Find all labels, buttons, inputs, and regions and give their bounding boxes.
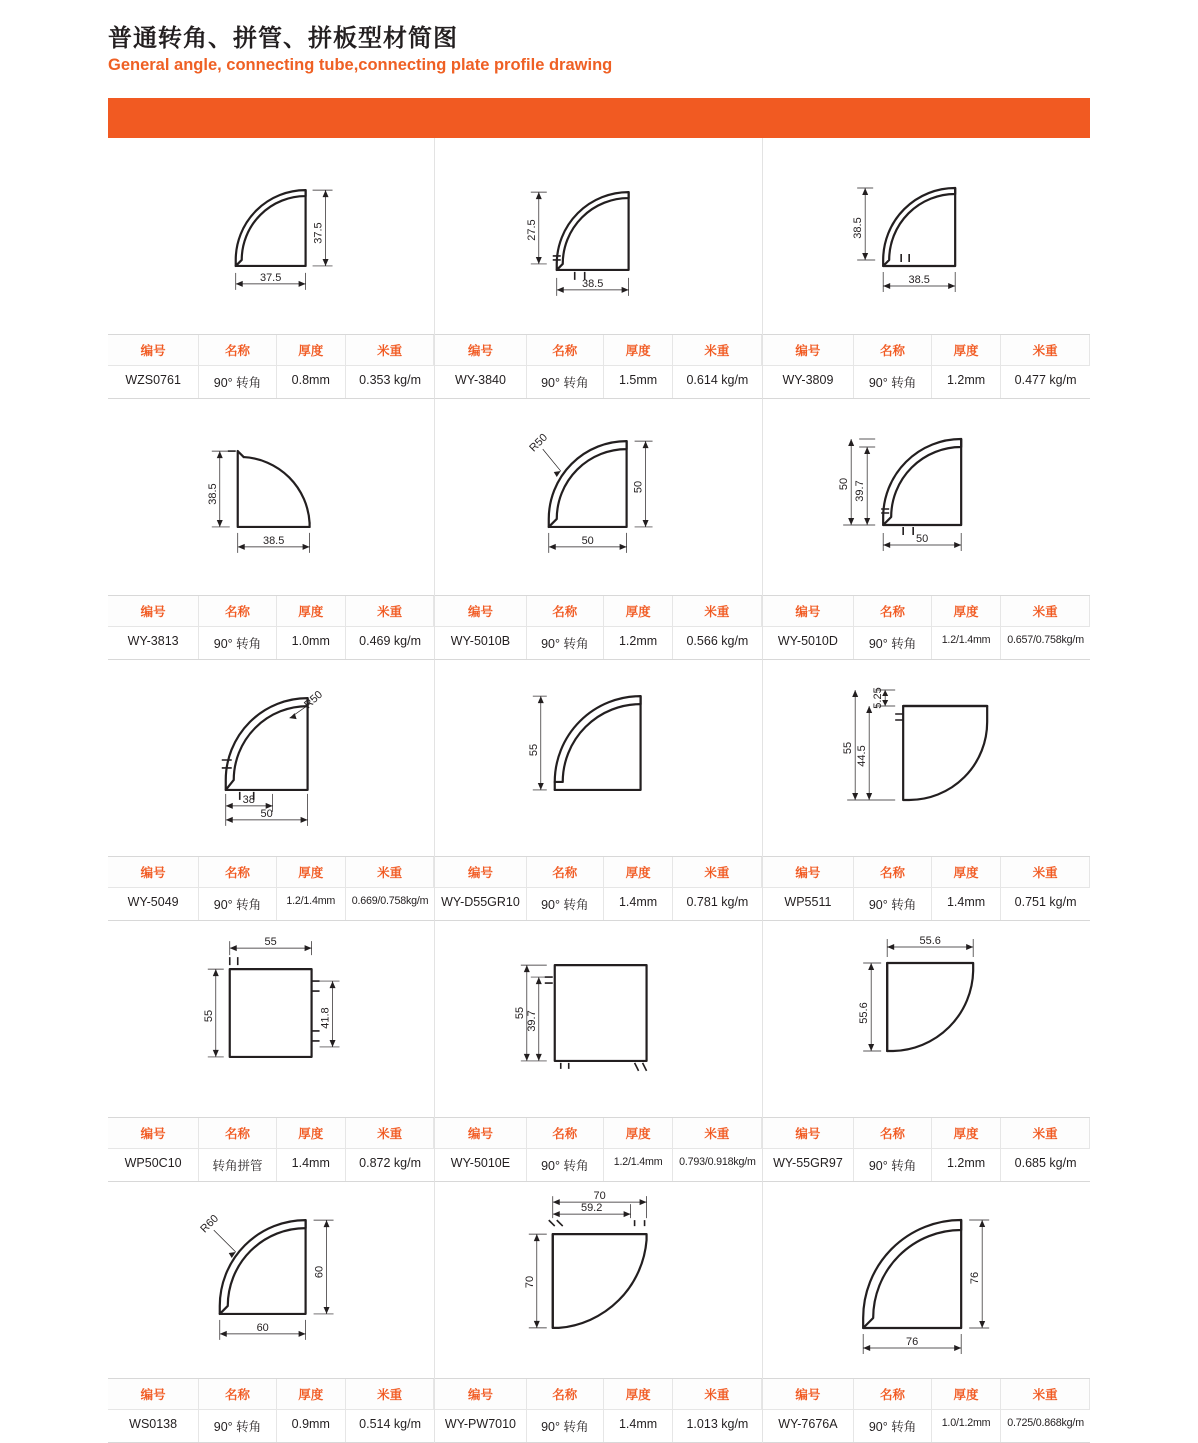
spec-value-weight: 0.793/0.918kg/m — [679, 1156, 756, 1168]
dim-label: 50 — [581, 534, 595, 547]
spec-header-code: 编号 — [763, 596, 855, 627]
spec-value-weight: 1.013 kg/m — [686, 1417, 749, 1431]
spec-header-name: 名称 — [527, 1379, 604, 1410]
spec-header-name: 名称 — [527, 1118, 604, 1149]
spec-table — [435, 1378, 761, 1442]
spec-value-weight: 0.657/0.758kg/m — [1007, 634, 1084, 646]
spec-header-code: 编号 — [108, 1379, 199, 1410]
spec-value-code: WY-7676A — [763, 1410, 855, 1442]
spec-header-thickness: 厚度 — [277, 1118, 346, 1149]
spec-value-thickness: 1.4mm — [604, 1410, 673, 1442]
profile-drawing — [763, 1182, 1090, 1378]
spec-header-code: 编号 — [108, 596, 199, 627]
spec-header-name: 名称 — [854, 1379, 932, 1410]
profile-drawing — [763, 399, 1090, 595]
dim-label: R60 — [198, 1212, 222, 1236]
spec-value-code: WZS0761 — [108, 366, 199, 398]
spec-value-thickness: 1.2/1.4mm — [932, 627, 1001, 659]
profile-drawing — [435, 138, 761, 334]
spec-header-thickness: 厚度 — [932, 857, 1001, 888]
dim-label: 39.7 — [853, 480, 866, 502]
dim-label: 38.5 — [908, 274, 930, 286]
spec-header-weight: 米重 — [673, 1379, 762, 1410]
spec-value-name: 90° 转角 — [854, 366, 932, 398]
spec-header-name: 名称 — [854, 1118, 932, 1149]
dim-label: 50 — [837, 477, 850, 491]
spec-header-weight: 米重 — [673, 857, 762, 888]
spec-table — [108, 334, 434, 398]
profile-card — [108, 138, 435, 399]
spec-value-name: 90° 转角 — [527, 888, 604, 920]
dim-label: 76 — [905, 1336, 918, 1348]
spec-header-thickness: 厚度 — [604, 335, 673, 366]
spec-header-thickness: 厚度 — [604, 857, 673, 888]
spec-value-thickness: 0.9mm — [277, 1410, 346, 1442]
dim-label: 41.8 — [319, 1007, 332, 1029]
spec-header-name: 名称 — [854, 335, 932, 366]
spec-header-weight: 米重 — [1001, 857, 1090, 888]
dim-label: 37.5 — [259, 271, 282, 284]
spec-value-thickness: 1.4mm — [277, 1149, 346, 1181]
spec-header-code: 编号 — [763, 857, 855, 888]
spec-value-thickness: 1.0mm — [277, 627, 346, 659]
dim-label: 60 — [313, 1265, 326, 1279]
profile-card — [763, 138, 1090, 399]
spec-value-code: WY-3840 — [435, 366, 526, 398]
spec-value-weight: 0.669/0.758kg/m — [351, 895, 429, 907]
profile-card — [435, 1182, 762, 1443]
spec-value-code: WY-5049 — [108, 888, 199, 920]
spec-header-thickness: 厚度 — [932, 596, 1001, 627]
spec-table — [763, 595, 1090, 659]
spec-header-code: 编号 — [108, 857, 199, 888]
spec-value-name: 90° 转角 — [527, 1149, 604, 1181]
spec-header-name: 名称 — [199, 596, 276, 627]
dim-label: 38.5 — [582, 277, 604, 290]
spec-value-name: 90° 转角 — [854, 1410, 932, 1442]
profile-card — [763, 921, 1090, 1182]
profile-drawing — [108, 399, 434, 595]
spec-value-thickness: 1.4mm — [932, 888, 1001, 920]
dim-label: 44.5 — [855, 745, 868, 767]
spec-value-code: WY-5010E — [435, 1149, 526, 1181]
spec-table — [435, 1117, 761, 1181]
dim-label: 38 — [242, 793, 255, 806]
profile-drawing — [763, 138, 1090, 334]
spec-header-name: 名称 — [527, 857, 604, 888]
spec-value-weight: 0.469 kg/m — [359, 634, 421, 648]
dim-label: 39.7 — [526, 1010, 539, 1032]
spec-header-weight: 米重 — [1001, 1379, 1090, 1410]
spec-table — [108, 856, 434, 920]
spec-header-thickness: 厚度 — [604, 596, 673, 627]
spec-header-name: 名称 — [199, 857, 276, 888]
dim-label: 27.5 — [526, 219, 539, 241]
spec-table — [435, 856, 761, 920]
dim-label: 50 — [260, 807, 273, 820]
spec-header-thickness: 厚度 — [277, 1379, 346, 1410]
spec-table — [108, 1117, 434, 1181]
dim-label: 76 — [968, 1271, 981, 1285]
spec-table — [108, 595, 434, 659]
spec-header-weight: 米重 — [346, 335, 435, 366]
spec-header-weight: 米重 — [346, 596, 435, 627]
dim-label: 50 — [632, 480, 645, 494]
spec-value-code: WY-5010B — [435, 627, 526, 659]
profile-drawing — [108, 660, 434, 856]
spec-header-code: 编号 — [435, 1379, 526, 1410]
spec-value-thickness: 0.8mm — [277, 366, 346, 398]
page-title-en: General angle, connecting tube,connecting plate profile drawing — [108, 56, 613, 74]
spec-header-name: 名称 — [527, 335, 604, 366]
dim-label: R50 — [527, 431, 551, 455]
spec-value-code: WY-PW7010 — [435, 1410, 526, 1442]
spec-value-name: 90° 转角 — [199, 627, 276, 659]
spec-value-name: 90° 转角 — [527, 627, 604, 659]
profile-card — [435, 921, 762, 1182]
spec-header-weight: 米重 — [1001, 596, 1090, 627]
spec-value-name: 90° 转角 — [854, 1149, 932, 1181]
spec-value-thickness: 1.2/1.4mm — [604, 1149, 673, 1181]
spec-header-code: 编号 — [108, 335, 199, 366]
spec-header-thickness: 厚度 — [932, 1379, 1001, 1410]
spec-value-name: 90° 转角 — [854, 627, 932, 659]
profile-drawing — [435, 660, 761, 856]
spec-value-weight: 0.751 kg/m — [1014, 895, 1077, 909]
profile-drawing — [108, 1182, 434, 1378]
spec-table — [435, 334, 761, 398]
profile-card — [108, 921, 435, 1182]
spec-header-thickness: 厚度 — [277, 857, 346, 888]
spec-table — [108, 1378, 434, 1442]
spec-header-weight: 米重 — [673, 1118, 762, 1149]
profile-grid — [108, 138, 1090, 1443]
spec-value-code: WP50C10 — [108, 1149, 199, 1181]
spec-value-thickness: 1.2mm — [932, 366, 1001, 398]
dim-label: 38.5 — [851, 217, 864, 239]
spec-table — [763, 1378, 1090, 1442]
spec-header-name: 名称 — [854, 857, 932, 888]
dim-label: 55 — [514, 1006, 527, 1020]
spec-header-name: 名称 — [854, 596, 932, 627]
spec-value-code: WY-5010D — [763, 627, 855, 659]
spec-value-code: WY-D55GR10 — [435, 888, 526, 920]
spec-value-thickness: 1.4mm — [604, 888, 673, 920]
spec-header-weight: 米重 — [346, 1379, 435, 1410]
spec-header-code: 编号 — [435, 857, 526, 888]
spec-header-name: 名称 — [527, 596, 604, 627]
spec-header-weight: 米重 — [673, 335, 762, 366]
spec-value-name: 90° 转角 — [199, 888, 276, 920]
spec-header-weight: 米重 — [346, 857, 435, 888]
dim-label: 50 — [915, 533, 928, 545]
dim-label: 59.2 — [581, 1202, 603, 1215]
spec-header-name: 名称 — [199, 335, 276, 366]
profile-drawing — [435, 921, 761, 1117]
spec-header-code: 编号 — [435, 1118, 526, 1149]
spec-header-code: 编号 — [763, 335, 855, 366]
spec-header-code: 编号 — [763, 1118, 855, 1149]
profile-card — [108, 660, 435, 921]
spec-value-code: WP5511 — [763, 888, 855, 920]
spec-header-weight: 米重 — [673, 596, 762, 627]
profile-card — [108, 399, 435, 660]
dim-label: 55 — [202, 1009, 215, 1023]
spec-table — [763, 1117, 1090, 1181]
dim-label: 38.5 — [206, 483, 219, 505]
spec-header-thickness: 厚度 — [932, 335, 1001, 366]
spec-header-thickness: 厚度 — [604, 1118, 673, 1149]
spec-value-thickness: 1.2/1.4mm — [277, 888, 346, 920]
spec-header-code: 编号 — [763, 1379, 855, 1410]
spec-header-name: 名称 — [199, 1379, 276, 1410]
dim-label: 55 — [528, 743, 541, 757]
profile-card — [763, 399, 1090, 660]
dim-label: 55 — [841, 741, 854, 755]
dim-label: 37.5 — [312, 222, 325, 244]
profile-drawing — [763, 921, 1090, 1117]
spec-value-name: 90° 转角 — [854, 888, 932, 920]
spec-value-name: 90° 转角 — [527, 366, 604, 398]
spec-value-weight: 0.685 kg/m — [1014, 1156, 1077, 1170]
profile-card — [763, 1182, 1090, 1443]
spec-value-thickness: 1.2mm — [932, 1149, 1001, 1181]
spec-header-code: 编号 — [108, 1118, 199, 1149]
spec-header-thickness: 厚度 — [277, 335, 346, 366]
spec-table — [435, 595, 761, 659]
spec-header-weight: 米重 — [346, 1118, 435, 1149]
dim-label: 55.6 — [919, 935, 941, 947]
profile-drawing — [435, 1182, 761, 1378]
spec-value-code: WY-3813 — [108, 627, 199, 659]
spec-table — [763, 334, 1090, 398]
spec-table — [763, 856, 1090, 920]
spec-header-code: 编号 — [435, 335, 526, 366]
spec-header-thickness: 厚度 — [932, 1118, 1001, 1149]
spec-value-weight: 0.725/0.868kg/m — [1007, 1417, 1084, 1429]
spec-value-name: 90° 转角 — [199, 366, 276, 398]
spec-header-weight: 米重 — [1001, 335, 1090, 366]
profile-drawing — [108, 138, 434, 334]
dim-label: 70 — [593, 1190, 607, 1203]
dim-label: 38.5 — [262, 534, 285, 547]
section-header-bar — [108, 98, 1090, 138]
spec-value-weight: 0.514 kg/m — [359, 1417, 421, 1431]
profile-card — [763, 660, 1090, 921]
profile-card — [435, 138, 762, 399]
profile-drawing — [108, 921, 434, 1117]
spec-header-name: 名称 — [199, 1118, 276, 1149]
profile-drawing — [763, 660, 1090, 856]
dim-label: R50 — [302, 688, 326, 712]
spec-value-code: WY-55GR97 — [763, 1149, 855, 1181]
spec-value-weight: 0.872 kg/m — [359, 1156, 421, 1170]
spec-value-weight: 0.566 kg/m — [686, 634, 749, 648]
dim-label: 55.6 — [857, 1002, 870, 1024]
spec-value-weight: 0.781 kg/m — [686, 895, 749, 909]
dim-label: 55 — [264, 936, 277, 949]
spec-value-thickness: 1.0/1.2mm — [932, 1410, 1001, 1442]
dim-label: 70 — [524, 1275, 537, 1289]
spec-value-name: 90° 转角 — [527, 1410, 604, 1442]
dim-label: 60 — [256, 1321, 269, 1334]
spec-value-thickness: 1.5mm — [604, 366, 673, 398]
spec-value-code: WY-3809 — [763, 366, 855, 398]
spec-header-code: 编号 — [435, 596, 526, 627]
profile-card — [435, 660, 762, 921]
profile-drawing — [435, 399, 761, 595]
spec-value-weight: 0.477 kg/m — [1014, 373, 1077, 387]
spec-header-weight: 米重 — [1001, 1118, 1090, 1149]
spec-value-thickness: 1.2mm — [604, 627, 673, 659]
spec-header-thickness: 厚度 — [604, 1379, 673, 1410]
spec-value-weight: 0.614 kg/m — [686, 373, 749, 387]
profile-card — [108, 1182, 435, 1443]
spec-value-name: 90° 转角 — [199, 1410, 276, 1442]
spec-value-code: WS0138 — [108, 1410, 199, 1442]
spec-value-weight: 0.353 kg/m — [359, 373, 421, 387]
profile-card — [435, 399, 762, 660]
spec-header-thickness: 厚度 — [277, 596, 346, 627]
spec-value-name: 转角拼管 — [199, 1149, 276, 1181]
page-title-cn: 普通转角、拼管、拼板型材简图 — [108, 25, 458, 52]
dim-label: 5.25 — [871, 687, 884, 709]
